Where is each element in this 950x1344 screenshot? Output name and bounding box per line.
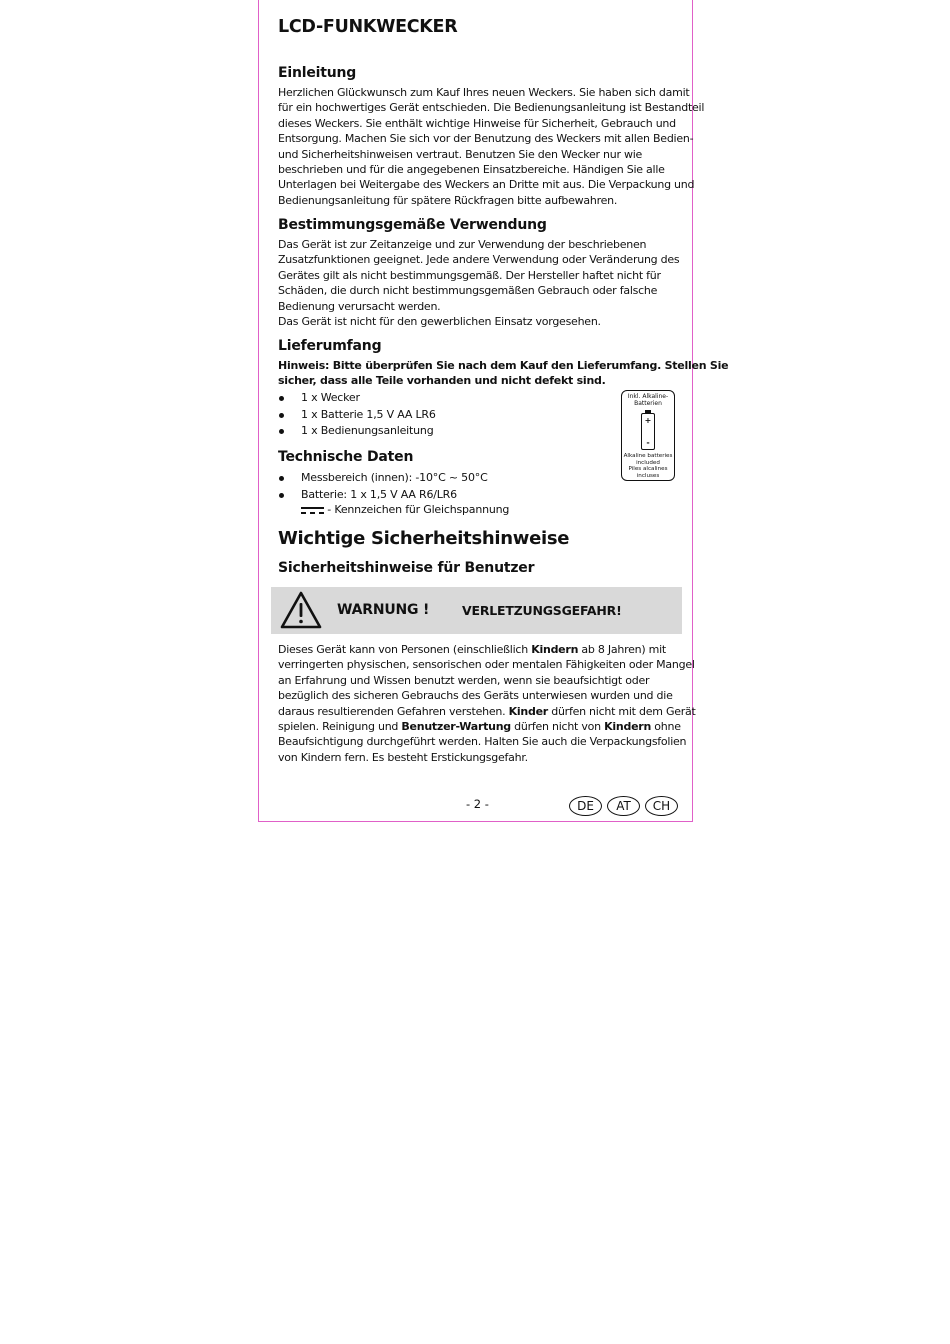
country-badge-at: AT	[607, 796, 640, 816]
subheading-benutzer: Sicherheitshinweise für Benutzer	[278, 560, 535, 576]
note-line: Hinweis: Bitte überprüfen Sie nach dem Kauf den Lieferumfang. Stellen Sie	[278, 359, 729, 372]
heading-einleitung: Einleitung	[278, 65, 357, 81]
badge-text-line: Alkaline batteries	[623, 453, 673, 459]
heading-technische-daten: Technische Daten	[278, 449, 414, 465]
dc-symbol-text: - Kennzeichen für Gleichspannung	[327, 503, 510, 516]
text-line: verringerten physischen, sensorischen oder mentalen Fähigkeiten oder Mangel	[278, 658, 695, 672]
badge-text-line: Inkl. Alkaline-	[627, 393, 669, 400]
warning-label: WARNUNG !	[337, 602, 430, 618]
text-line: Entsorgung. Machen Sie sich vor der Benutzung des Weckers mit allen Bedien-	[278, 132, 694, 146]
heading-sicherheit: Wichtige Sicherheitshinweise	[278, 528, 570, 549]
text-line: Herzlichen Glückwunsch zum Kauf Ihres neuen Weckers. Sie haben sich damit	[278, 86, 690, 99]
text-line: Bedienungsanleitung für spätere Rückfragen bitte aufbewahren.	[278, 193, 618, 207]
battery-body	[641, 413, 655, 450]
technische-daten-list	[278, 470, 488, 503]
text-line: bezüglich des sicheren Gebrauchs des Geräts unterwiesen wurden und die	[278, 689, 673, 703]
text-line: spielen. Reinigung und Benutzer-Wartung dürfen nicht von Kindern ohne	[278, 720, 681, 734]
text-line: Das Gerät ist nicht für den gewerblichen Einsatz vorgesehen.	[278, 315, 601, 329]
list-item: Batterie: 1 x 1,5 V AA R6/LR6	[278, 487, 488, 504]
text-line: Beaufsichtigung durchgeführt werden. Halten Sie auch die Verpackungsfolien	[278, 735, 687, 749]
text-line: Das Gerät ist zur Zeitanzeige und zur Verwendung der beschriebenen	[278, 238, 647, 251]
text-line: beschrieben und für die angegebenen Einsatzbereiche. Händigen Sie alle	[278, 163, 665, 177]
text-line: Schäden, die durch nicht bestimmungsgemäßen Gebrauch oder falsche	[278, 284, 658, 298]
manual-page	[258, 0, 729, 822]
text-line: von Kindern fern. Es besteht Erstickungsgefahr.	[278, 750, 528, 764]
text-line: Unterlagen bei Weitergabe des Weckers an Dritte mit aus. Die Verpackung und	[278, 178, 695, 192]
warning-text: VERLETZUNGSGEFAHR!	[462, 603, 622, 618]
lieferumfang-note	[278, 358, 729, 389]
text-line: Zusatzfunktionen geeignet. Jede andere Verwendung oder Veränderung des	[278, 253, 680, 267]
page-title: LCD-FUNKWECKER	[278, 17, 458, 37]
dc-symbol-line	[301, 503, 509, 516]
country-badge-de: DE	[569, 796, 602, 816]
text-line: Gerätes gilt als nicht bestimmungsgemäß. Der Hersteller haftet nicht für	[278, 268, 661, 282]
einleitung-text	[278, 85, 705, 208]
text-line: für ein hochwertiges Gerät entschieden. Die Bedienungsanleitung ist Bestandteil	[278, 101, 705, 115]
list-item: Messbereich (innen): -10°C ~ 50°C	[278, 470, 488, 487]
sicherheit-text	[278, 642, 696, 765]
text-line: an Erfahrung und Wissen benutzt werden, wenn sie beaufsichtigt oder	[278, 673, 650, 687]
heading-verwendung: Bestimmungsgemäße Verwendung	[278, 217, 547, 233]
badge-top-text	[622, 393, 674, 407]
note-line: sicher, dass alle Teile vorhanden und nicht defekt sind.	[278, 374, 606, 388]
battery-badge	[621, 390, 675, 481]
verwendung-text	[278, 237, 682, 329]
list-item: 1 x Wecker	[278, 390, 436, 407]
dc-voltage-icon	[301, 507, 324, 514]
badge-text-line: Piles alcalines	[628, 466, 668, 473]
lieferumfang-list	[278, 390, 436, 440]
badge-bottom-text	[622, 453, 674, 479]
page-number: - 2 -	[466, 797, 489, 811]
badge-text-line: Batterien	[634, 400, 662, 407]
text-line: Dieses Gerät kann von Personen (einschließlich Kindern ab 8 Jahren) mit	[278, 643, 666, 656]
minus-sign: -	[646, 438, 650, 447]
heading-lieferumfang: Lieferumfang	[278, 338, 382, 354]
text-line: Bedienung verursacht werden.	[278, 299, 441, 313]
country-badge-ch: CH	[645, 796, 678, 816]
text-line: dieses Weckers. Sie enthält wichtige Hinweise für Sicherheit, Gebrauch und	[278, 116, 676, 130]
badge-text-line: incluses	[636, 472, 660, 479]
plus-sign: +	[644, 416, 652, 425]
list-item: 1 x Bedienungsanleitung	[278, 423, 436, 440]
list-item: 1 x Batterie 1,5 V AA LR6	[278, 407, 436, 424]
text-line: und Sicherheitshinweisen vertraut. Benutzen Sie den Wecker nur wie	[278, 147, 643, 161]
badge-text-line: included	[636, 459, 660, 466]
text-line: daraus resultierenden Gefahren verstehen. Kinder dürfen nicht mit dem Gerät	[278, 704, 696, 718]
warning-triangle-icon	[279, 590, 323, 630]
battery-icon	[641, 410, 655, 450]
